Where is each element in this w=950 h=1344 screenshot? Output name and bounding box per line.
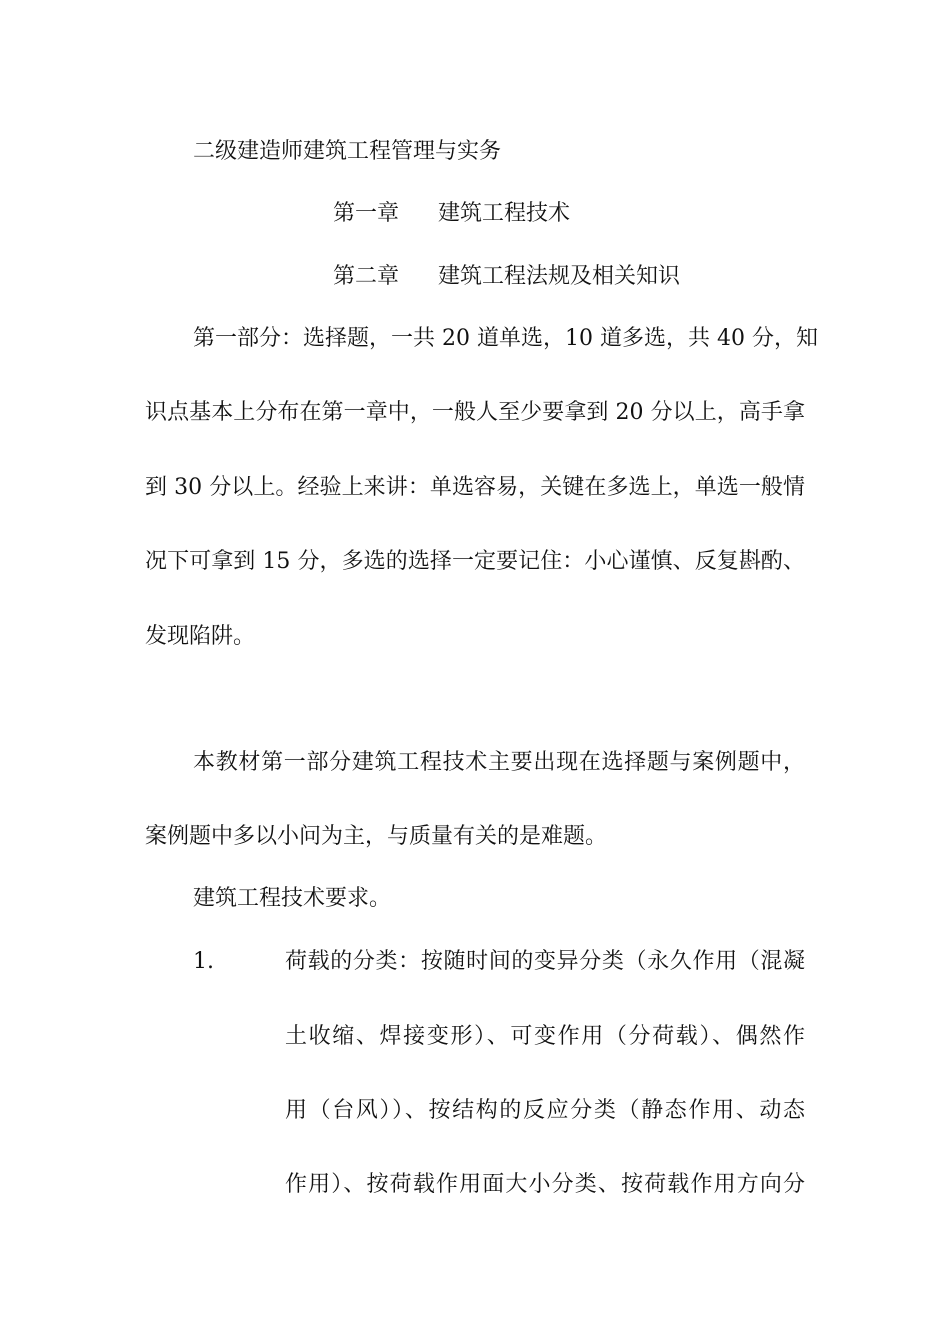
chapter-1-title: 建筑工程技术 [438, 201, 571, 226]
chapter-2-number: 第二章 [333, 264, 400, 289]
intro-line: 到 30 分以上。经验上来讲：单选容易，关键在多选上，单选一般情 [145, 475, 805, 500]
list-item-number: 1. [193, 949, 214, 974]
list-item-line: 用（台风））、按结构的反应分类（静态作用、动态 [285, 1098, 805, 1123]
document-title: 二级建造师建筑工程管理与实务 [193, 139, 502, 164]
list-item-line: 作用）、按荷载作用面大小分类、按荷载作用方向分 [285, 1172, 805, 1197]
chapter-1-number: 第一章 [333, 201, 400, 226]
intro-line: 第一部分：选择题，一共 20 道单选，10 道多选，共 40 分，知 [193, 326, 818, 351]
intro-line: 况下可拿到 15 分，多选的选择一定要记住：小心谨慎、反复斟酌、 [145, 549, 805, 574]
list-item-line: 土收缩、焊接变形）、可变作用（分荷载）、偶然作 [285, 1024, 805, 1049]
chapter-2-title: 建筑工程法规及相关知识 [438, 264, 681, 289]
paragraph-line: 案例题中多以小问为主，与质量有关的是难题。 [145, 824, 608, 849]
list-item-line: 荷载的分类：按随时间的变异分类（永久作用（混凝 [285, 949, 805, 974]
section-heading: 建筑工程技术要求。 [193, 886, 392, 911]
paragraph-line: 本教材第一部分建筑工程技术主要出现在选择题与案例题中， [193, 750, 805, 775]
intro-line: 识点基本上分布在第一章中，一般人至少要拿到 20 分以上，高手拿 [145, 400, 805, 425]
intro-line: 发现陷阱。 [145, 624, 256, 649]
